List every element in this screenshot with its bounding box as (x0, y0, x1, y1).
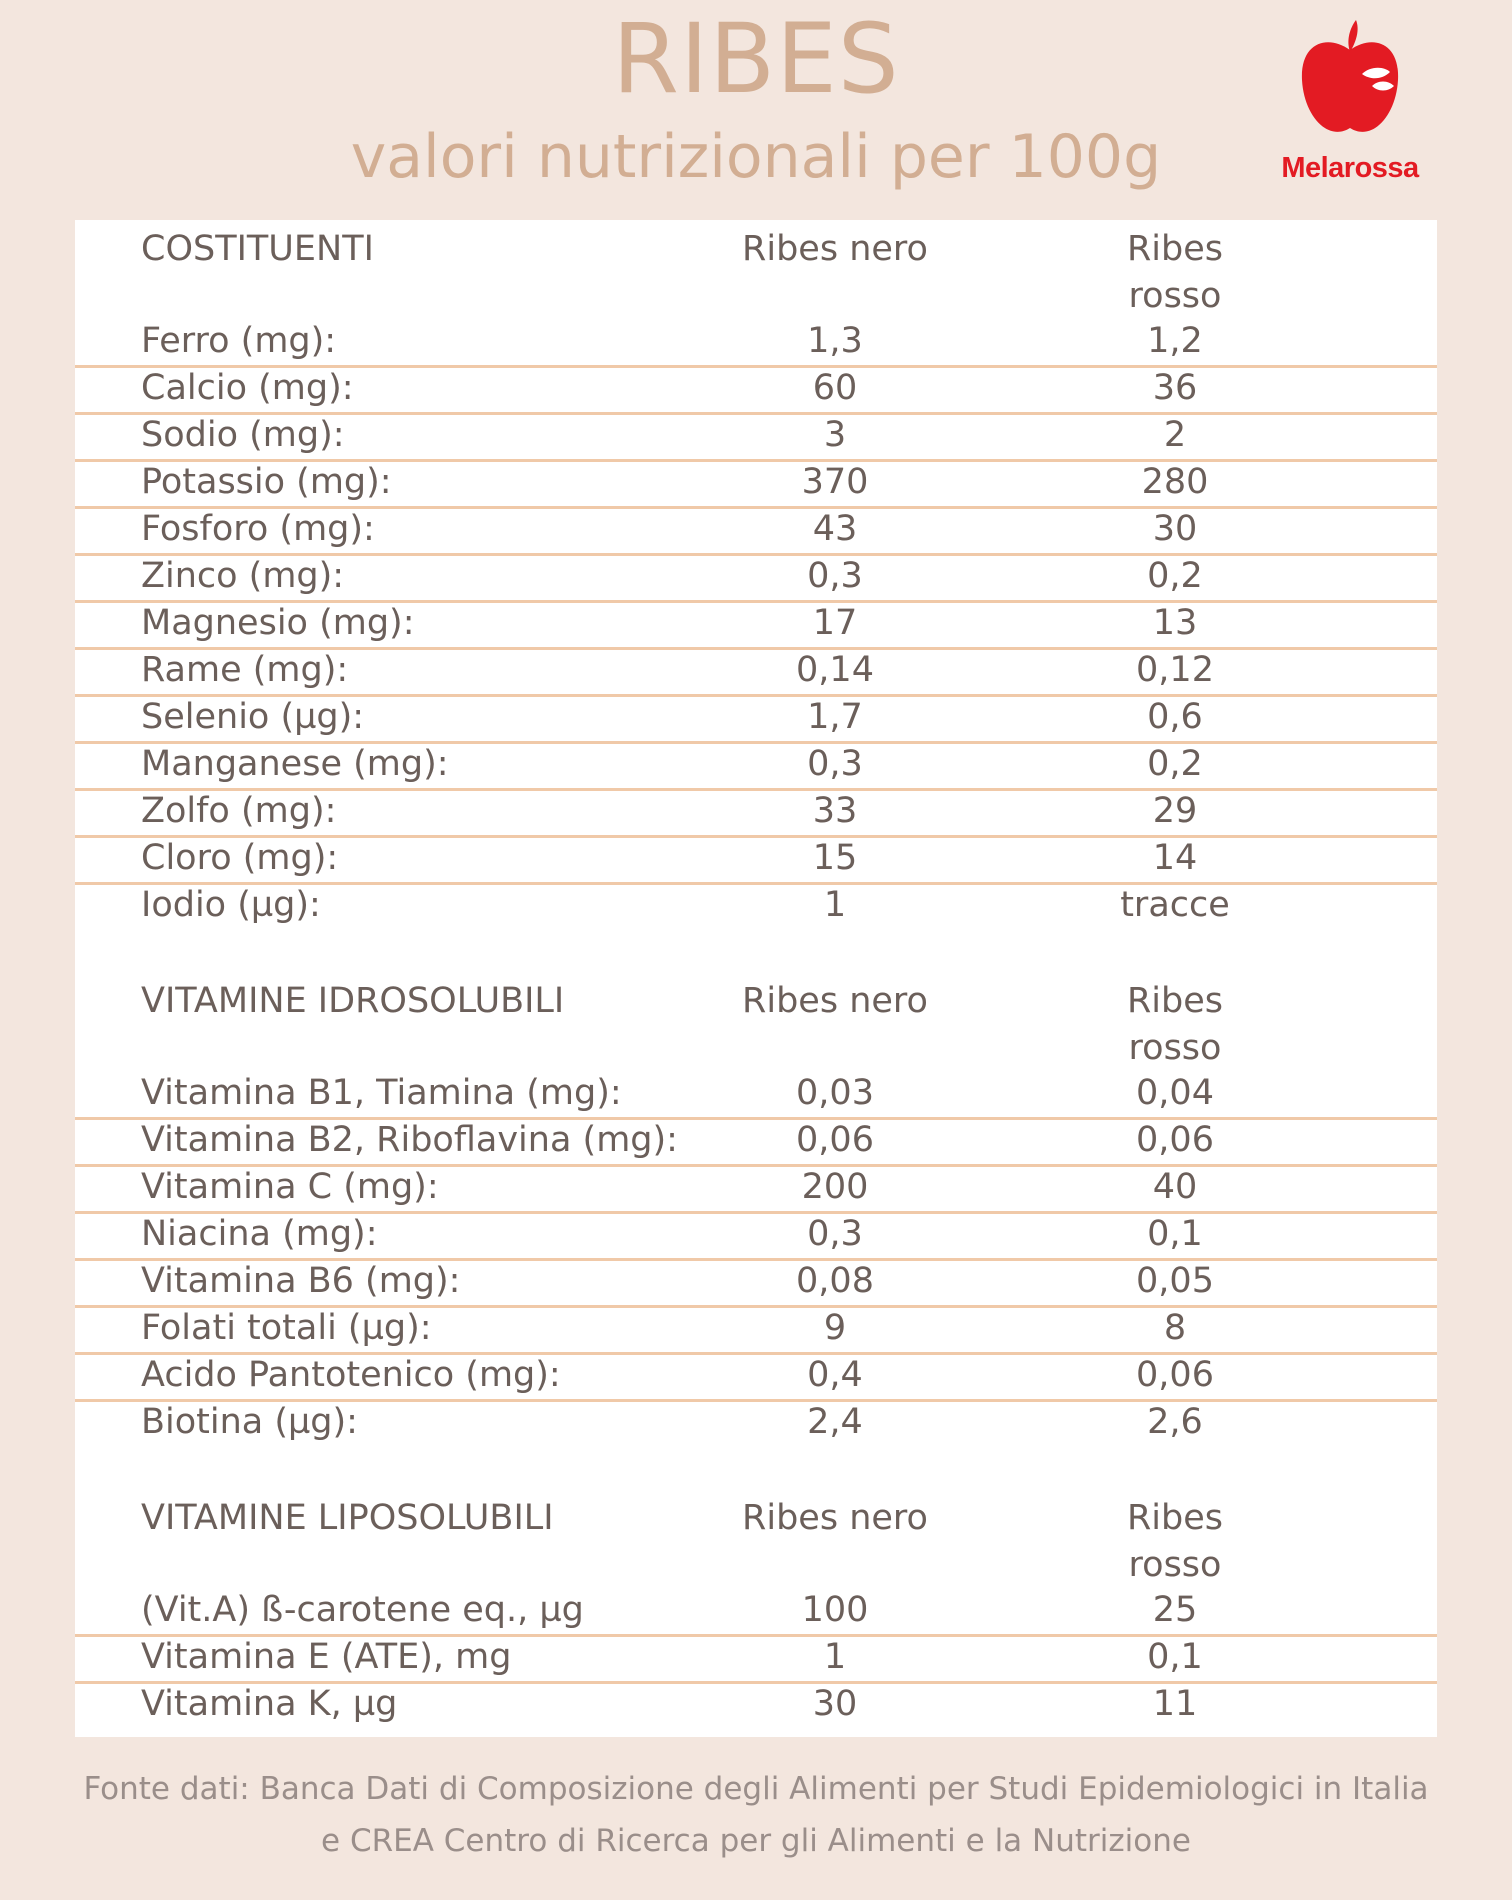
table-row (75, 365, 1437, 415)
value-ribes-nero: 30 (812, 1684, 858, 1724)
row-label: Potassio (mg): (141, 462, 392, 502)
table-row (75, 459, 1437, 509)
table-row (75, 553, 1437, 603)
value-ribes-rosso: 0,12 (1136, 650, 1214, 690)
table-row (75, 1117, 1437, 1167)
table-row (75, 694, 1437, 744)
table-row (75, 1587, 1437, 1637)
source-line-2: e CREA Centro di Ricerca per gli Alimenti e la Nutrizione (321, 1823, 1191, 1859)
source-line-1: Fonte dati: Banca Dati di Composizione degli Alimenti per Studi Epidemiologici in Italia (83, 1771, 1429, 1807)
value-ribes-nero: 0,3 (807, 1214, 863, 1254)
row-label: Ferro (mg): (141, 321, 337, 361)
value-ribes-nero: 3 (823, 415, 847, 455)
page-title: RIBES (612, 3, 900, 115)
section-heading: COSTITUENTI (141, 229, 374, 269)
value-ribes-rosso: 0,2 (1147, 556, 1203, 596)
value-ribes-rosso: 8 (1163, 1308, 1187, 1348)
value-ribes-nero: 0,3 (807, 744, 863, 784)
value-ribes-nero: 0,14 (796, 650, 874, 690)
row-label: Iodio (µg): (141, 885, 321, 925)
value-ribes-nero: 1 (823, 885, 847, 925)
value-ribes-rosso: 280 (1141, 462, 1209, 502)
row-label: Biotina (µg): (141, 1402, 358, 1442)
value-ribes-rosso: 40 (1152, 1167, 1198, 1207)
column-header-ribes-rosso: Ribes rosso (1126, 981, 1224, 1068)
row-label: Calcio (mg): (141, 368, 354, 408)
value-ribes-rosso: 36 (1152, 368, 1198, 408)
value-ribes-nero: 1,3 (807, 321, 863, 361)
value-ribes-nero: 100 (801, 1590, 869, 1630)
row-label: Fosforo (mg): (141, 509, 375, 549)
apple-icon (1298, 20, 1402, 145)
page-subtitle: valori nutrizionali per 100g (350, 122, 1162, 192)
table-row (75, 1258, 1437, 1308)
value-ribes-nero: 33 (812, 791, 858, 831)
column-header-ribes-nero: Ribes nero (742, 1498, 928, 1538)
value-ribes-nero: 0,08 (796, 1261, 874, 1301)
table-row (75, 412, 1437, 462)
value-ribes-nero: 15 (812, 838, 858, 878)
section-heading: VITAMINE IDROSOLUBILI (141, 981, 565, 1021)
brand-name: Melarossa (1281, 152, 1419, 184)
value-ribes-rosso: 0,04 (1136, 1073, 1214, 1113)
table-row (75, 600, 1437, 650)
table-row (75, 1305, 1437, 1355)
section-header-costituenti (75, 226, 1437, 316)
table-row (75, 1211, 1437, 1261)
value-ribes-rosso: 2,6 (1147, 1402, 1203, 1442)
column-header-ribes-nero: Ribes nero (742, 229, 928, 269)
header (0, 0, 1512, 220)
table-row (75, 1352, 1437, 1402)
row-label: Rame (mg): (141, 650, 349, 690)
value-ribes-rosso: 0,06 (1136, 1120, 1214, 1160)
table-row (75, 647, 1437, 697)
value-ribes-nero: 43 (812, 509, 858, 549)
value-ribes-nero: 0,03 (796, 1073, 874, 1113)
table-row (75, 835, 1437, 885)
value-ribes-rosso: 14 (1152, 838, 1198, 878)
value-ribes-rosso: 11 (1152, 1684, 1198, 1724)
row-label: Acido Pantotenico (mg): (141, 1355, 561, 1395)
row-label: (Vit.A) ß-carotene eq., µg (141, 1590, 584, 1630)
value-ribes-rosso: 0,05 (1136, 1261, 1214, 1301)
value-ribes-nero: 1 (823, 1637, 847, 1677)
table-row (75, 1681, 1437, 1728)
value-ribes-nero: 0,3 (807, 556, 863, 596)
row-label: Magnesio (mg): (141, 603, 415, 643)
row-label: Vitamina C (mg): (141, 1167, 439, 1207)
section-heading: VITAMINE LIPOSOLUBILI (141, 1498, 554, 1538)
value-ribes-nero: 1,7 (807, 697, 863, 737)
row-label: Cloro (mg): (141, 838, 339, 878)
table-row (75, 1070, 1437, 1120)
value-ribes-rosso: tracce (1120, 885, 1230, 925)
value-ribes-nero: 2,4 (807, 1402, 863, 1442)
table-row (75, 506, 1437, 556)
row-label: Vitamina E (ATE), mg (141, 1637, 512, 1677)
row-label: Niacina (mg): (141, 1214, 378, 1254)
table-row (75, 741, 1437, 791)
row-label: Vitamina B6 (mg): (141, 1261, 461, 1301)
row-label: Vitamina B2, Riboflavina (mg): (141, 1120, 678, 1160)
table-row (75, 1634, 1437, 1684)
row-label: Selenio (µg): (141, 697, 365, 737)
row-label: Zolfo (mg): (141, 791, 337, 831)
value-ribes-rosso: 29 (1152, 791, 1198, 831)
column-header-ribes-nero: Ribes nero (742, 981, 928, 1021)
row-label: Zinco (mg): (141, 556, 345, 596)
value-ribes-nero: 9 (823, 1308, 847, 1348)
section-header-vitamine-liposolubili (75, 1495, 1437, 1585)
value-ribes-nero: 370 (801, 462, 869, 502)
value-ribes-nero: 0,4 (807, 1355, 863, 1395)
source-note (0, 1763, 1512, 1867)
row-label: Vitamina K, µg (141, 1684, 398, 1724)
row-label: Vitamina B1, Tiamina (mg): (141, 1073, 622, 1113)
section-header-vitamine-idrosolubili (75, 978, 1437, 1068)
value-ribes-rosso: 30 (1152, 509, 1198, 549)
value-ribes-rosso: 1,2 (1147, 321, 1203, 361)
column-header-ribes-rosso: Ribes rosso (1126, 229, 1224, 316)
row-label: Manganese (mg): (141, 744, 449, 784)
value-ribes-rosso: 0,2 (1147, 744, 1203, 784)
value-ribes-nero: 17 (812, 603, 858, 643)
value-ribes-rosso: 0,1 (1147, 1214, 1203, 1254)
value-ribes-nero: 60 (812, 368, 858, 408)
table-row (75, 1399, 1437, 1446)
nutrition-table (75, 220, 1437, 1737)
table-row (75, 318, 1437, 368)
brand-logo[interactable] (1270, 20, 1430, 195)
value-ribes-rosso: 0,6 (1147, 697, 1203, 737)
table-row (75, 788, 1437, 838)
value-ribes-rosso: 25 (1152, 1590, 1198, 1630)
row-label: Folati totali (µg): (141, 1308, 432, 1348)
value-ribes-rosso: 0,1 (1147, 1637, 1203, 1677)
row-label: Sodio (mg): (141, 415, 345, 455)
value-ribes-rosso: 2 (1163, 415, 1187, 455)
value-ribes-rosso: 0,06 (1136, 1355, 1214, 1395)
value-ribes-rosso: 13 (1152, 603, 1198, 643)
value-ribes-nero: 0,06 (796, 1120, 874, 1160)
table-row (75, 1164, 1437, 1214)
value-ribes-nero: 200 (801, 1167, 869, 1207)
column-header-ribes-rosso: Ribes rosso (1126, 1498, 1224, 1585)
table-row (75, 882, 1437, 929)
